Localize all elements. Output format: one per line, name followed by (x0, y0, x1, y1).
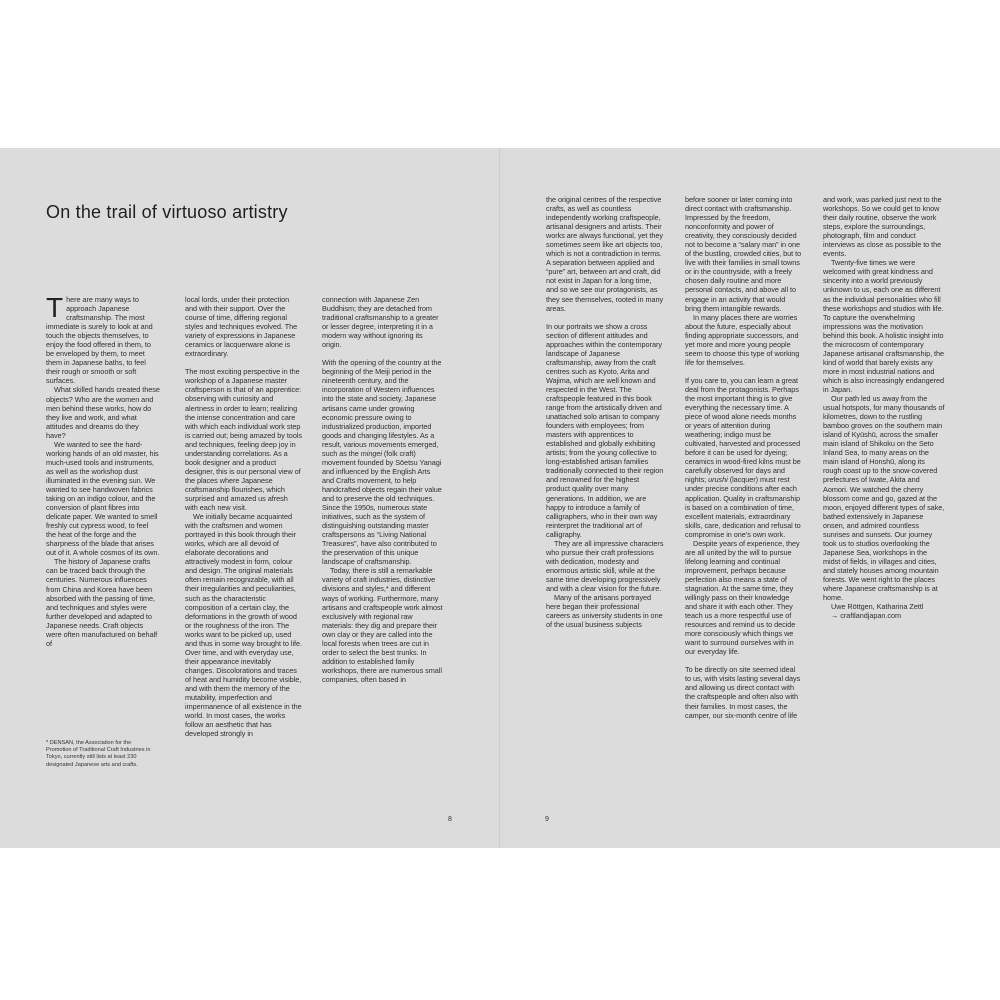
paragraph-text: (folk craft) movement founded by Sōetsu Yanagi and influenced by the English Arts and Crafts movement, to help handcrafted objects regain their value and to preserve the old techniques. Since the 1950s, numerous state initiatives, such as the system of distinguishing outstanding master craftspersons as “Living National Treasures”, have also contributed to the preservation of this unique landscape of craftsmanship. (322, 448, 442, 567)
left-column-3 (322, 295, 444, 684)
left-column-2 (185, 295, 302, 738)
emphasis-text: mingei (360, 448, 382, 458)
paragraph: In our portraits we show a cross section of different attitudes and approaches within the contemporary landscape of Japanese craftsmanship, away from the craft centres such as Kyoto, Arita and Wajima, which are well known and respected in the West. The craftspeople featured in this book range from the artistically driven and unattached solo artisan to company founders with employees; from masters with apprentices to established and globally exhibiting artists; from the young collective to long-established artisan families traditionally connected to their region and renowned for the highest product quality over many generations. In addition, we are happy to introduce a family of calligraphers, who in their own way reinterpret the traditional art of calligraphy. (546, 321, 664, 539)
paragraph: Despite years of experience, they are all united by the will to pursue lifelong learning and continual improvement, perhaps because perfection also means a state of stagnation. At the same time, they willingly pass on their knowledge and share it with each other. They teach us a more respectful use of resources and remind us to decide more consciously which things we want to surround ourselves with in our everyday life. (685, 538, 800, 657)
page-number: 8 (448, 816, 452, 823)
footnote: * DENSAN, the Association for the Promotion of Traditional Craft Industries in Tokyo, currently still lists at least 230 designated Japanese arts and crafts. (46, 740, 151, 768)
page-number: 9 (545, 816, 549, 823)
left-column-1 (46, 292, 160, 648)
paragraph: before sooner or later coming into direct contact with craftsmanship. Impressed by the freedom, nonconformity and power of creativity, they consciously decided not to become a “salary man” in one of the bustling, crowded cities, but to live with their families in small towns or in the countryside, with a freely chosen daily routine and more personal contacts, and above all to engage in an activity that would bring them intangible rewards. (685, 195, 802, 313)
paragraph: Many of the artisans portrayed here began their professional careers as university students in one of the usual business subjects (546, 593, 663, 630)
paragraph: Twenty-five times we were welcomed with great kindness and sincerity into a world previously unknown to us, each one as different as the individual personalities who fill these workshops and studios with life. To capture the overwhelming impressions was the motivation behind this book. A holistic insight into the microcosm of contemporary Japanese artisanal craftsmanship, the kind of world that barely exists any more in most industrial nations and which is also increasingly endangered in Japan. (823, 258, 945, 394)
paragraph: connection with Japanese Zen Buddhism; they are detached from traditional craftsmanship to a greater or lesser degree, interpreting it in a modern way without ignoring its origin. (322, 295, 439, 350)
right-column-2 (685, 195, 802, 720)
paragraph: local lords, under their protection and with their support. Over the course of time, differing regional styles and techniques evolved. The variety of expressions in Japanese ceramics or lacquerware alone is extraordinary. (185, 295, 298, 359)
paragraph: What skilled hands created these objects? Who are the women and men behind these works, how do they live and work, and what attitudes and dreams do they have? (46, 385, 160, 440)
paragraph: They are all impressive characters who pursue their craft professions with dedication, modesty and enormous artistic skill, while at the same time developing progressively and with a clear vision for the future. (546, 538, 664, 593)
paragraph (685, 376, 802, 539)
paragraph: and work, was parked just next to the workshops. So we could get to know their daily routine, observe the work steps, explore the surroundings, photograph, film and conduct interviews as close as possible to the events. (823, 195, 942, 259)
right-column-3 (823, 195, 945, 620)
paragraph: We initially became acquainted with the craftsmen and women portrayed in this book through their works, which are all devoid of elaborate decorations and attractively modest in form, colour and design. The original materials often remain recognizable, with all their irregularities and peculiarities, such as the characteristic composition of a certain clay, the deformations in the growth of wood or the roughness of the iron. The works want to be picked up, used and thus in some way brought to life. Over time, and with everyday use, their appearance inevitably changes. Discolorations and traces of heat and humidity become visible, and with them the memory of the mutability, imperfection and impermanence of all existence in the world. In most cases, the works follow an aesthetic that has developed strongly in (185, 512, 302, 739)
emphasis-text: urushi (708, 475, 728, 485)
paragraph: In many places there are worries about the future, especially about finding appropriate successors, and yet more and more young people seem to choose this type of working life for themselves. (685, 312, 800, 367)
paragraph (322, 358, 444, 566)
left-page (0, 148, 499, 848)
paragraph: We wanted to see the hard-working hands of an old master, his much-used tools and instruments, as well as the workshop dust illuminated in the evening sun. We wanted to see handwoven fabrics taking on an indigo colour, and the conversion of plant fibres into delicate paper. We wanted to smell freshly cut cypress wood, to feel the heat of the forge and the sharpness of the blade that arises out of it. A whole cosmos of its own. (46, 439, 160, 558)
drop-cap: T (46, 292, 64, 323)
paragraph: Today, there is still a remarkable variety of craft industries, distinctive divisions and styles,* and different ways of working. Furthermore, many artisans and craftspeople work almost exclusively with regional raw materials: they dig and prepare their own clay or they are called into the local forests when trees are cut in order to select the best trunks. In addition to established family workshops, there are numerous small companies, often based in (322, 566, 443, 684)
paragraph-text: here are many ways to approach Japanese craftsmanship. The most immediate is surely to look at and touch the objects themselves, to enjoy the food offered in them, to be enveloped by them, to meet them in Japanese baths, to feel their rough or smooth or soft surfaces. (46, 295, 153, 386)
book-spread (0, 148, 1000, 848)
paragraph-text: (lacquer) must rest under precise conditions after each application. Quality in craftsmanship is based on a combination of time, excellent materials, extraordinary skills, care, dedication and refusal to compromise in one’s own work. (685, 475, 801, 539)
right-page (501, 148, 1000, 848)
paragraph-text: With the opening of the country at the beginning of the Meiji period in the nineteenth century, and the incorporation of Western influences into the state and society, Japanese artisans came under growing economic pressure owing to industrialized production, imported goods and changing lifestyles. As a result, various movements emerged, such as the (322, 358, 442, 458)
page-title: On the trail of virtuoso artistry (46, 202, 288, 222)
paragraph: The history of Japanese crafts can be traced back through the centuries. Numerous influences from China and Korea have been absorbed with the passing of time, and techniques and styles were further developed and adapted to Japanese needs. Craft objects were often manufactured on behalf of (46, 557, 158, 648)
website-link[interactable]: → craftlandjapan.com (831, 611, 901, 621)
author-signature: Uwe Röttgen, Katharina Zettl (831, 602, 924, 612)
paragraph: the original centres of the respective crafts, as well as countless independently working craftspeople, artisanal designers and artists. Their works are always functional, yet they sometimes seem like art objects too, which is not a contradiction in terms. A separation between applied and “pure” art, between art and craft, did not exist in Japan for a long time, and so we see our protagonists, as they see themselves, rooted in many areas. (546, 195, 664, 313)
paragraph: The most exciting perspective in the workshop of a Japanese master craftsperson is that of an apprentice: observing with curiosity and alertness in order to learn; realizing the intense concentration and care with which each individual work step is carried out; being amazed by tools and techniques, feeling deep joy in understanding correlations. As a book designer and a product designer, this is our personal view of the places where Japanese craftsmanship flourishes, which surprised and amazed us afresh with each new visit. (185, 367, 302, 513)
paragraph (46, 292, 160, 386)
right-column-1 (546, 195, 664, 629)
paragraph-text: If you care to, you can learn a great deal from the protagonists. Perhaps the most important thing is to give everything the necessary time. A piece of wood alone needs months or years of attention during weathering; indigo must be cultivated, harvested and processed before it can be used for dyeing; ceramics in wood-fired kilns must be carefully observed for days and nights; (685, 375, 801, 485)
paragraph: Our path led us away from the usual hotspots, for many thousands of kilometres, down to the rustling bamboo groves on the southern main island of Kyūshū, across the smaller main island of Shikoku on the Seto Inland Sea, to many areas on the main island of Honshū, along its rough coast up to the snow-covered prefectures of Iwate, Akita and Aomori. We watched the cherry blossom come and go, gazed at the moon, enjoyed different types of sake, bathed extensively in Japanese onsen, and admired countless sunrises and sunsets. Our journey took us to studios overlooking the Japanese Sea, workshops in the midst of fields, in villages and cities, and stately houses among mountain forests. We went right to the places where Japanese craftsmanship is at home. (823, 394, 945, 603)
paragraph: To be directly on site seemed ideal to us, with visits lasting several days and allowing us direct contact with the craftspeople and often also with their families. In most cases, the camper, our six-month centre of life (685, 665, 801, 720)
